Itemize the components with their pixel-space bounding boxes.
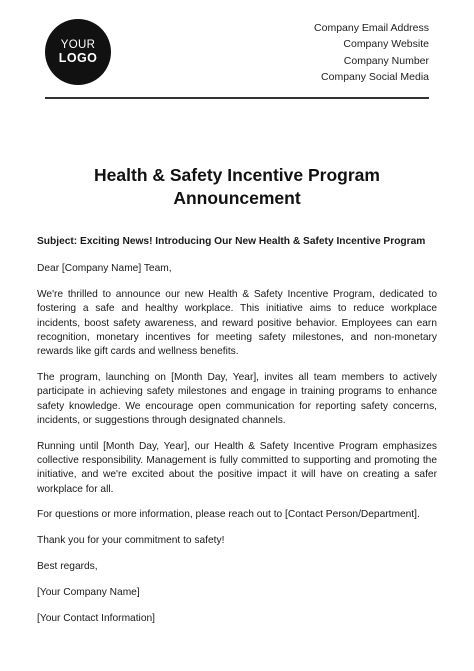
paragraph-contact: For questions or more information, please reach out to [Contact Person/Department].: [37, 509, 420, 521]
paragraph-launch: The program, launching on [Month Day, Year], invites all team members to actively participate in achieving safety milestones and engage in training programs to enhance safety knowledge. We encourage open communication for reporting safety concerns, incidents, or suggestions through designated channels.: [37, 372, 437, 426]
logo-text-line1: YOUR: [60, 38, 96, 51]
company-email: Company Email Address: [314, 22, 429, 34]
company-contact-block: [314, 20, 429, 85]
signature-contact-info: [Your Contact Information]: [37, 612, 155, 624]
title-line-2: Announcement: [173, 187, 301, 208]
company-social-media: Company Social Media: [321, 70, 429, 83]
document-title: [37, 164, 437, 209]
logo-text-line2: LOGO: [58, 51, 98, 65]
thanks-line: Thank you for your commitment to safety!: [37, 535, 225, 547]
company-logo: [45, 19, 111, 85]
title-line-1: Health & Safety Incentive Program: [94, 165, 380, 185]
subject-line: Subject: Exciting News! Introducing Our New Health & Safety Incentive Program: [37, 236, 426, 247]
signature-company-name: [Your Company Name]: [37, 586, 140, 598]
letter-body: [37, 235, 437, 637]
header-divider: [45, 97, 429, 99]
company-website: Company Website: [343, 38, 429, 51]
closing: Best regards,: [37, 561, 98, 573]
paragraph-duration: Running until [Month Day, Year], our Health & Safety Incentive Program emphasizes collective responsibility. Management is fully committed to supporting and promoting the initiative, and we're excited about the positive impact it will have on creating a safer workplace for all.: [37, 440, 437, 495]
company-number: Company Number: [343, 54, 429, 67]
greeting: Dear [Company Name] Team,: [37, 263, 172, 275]
paragraph-intro: We're thrilled to announce our new Health & Safety Incentive Program, dedicated to fostering a safe and healthy workplace. This initiative aims to reduce workplace incidents, boost safety awareness, and reward positive behavior. Employees can earn recognition, monetary incentives for meeting safety milestones, and non-monetary rewards like gift cards and wellness benefits.: [37, 289, 437, 358]
